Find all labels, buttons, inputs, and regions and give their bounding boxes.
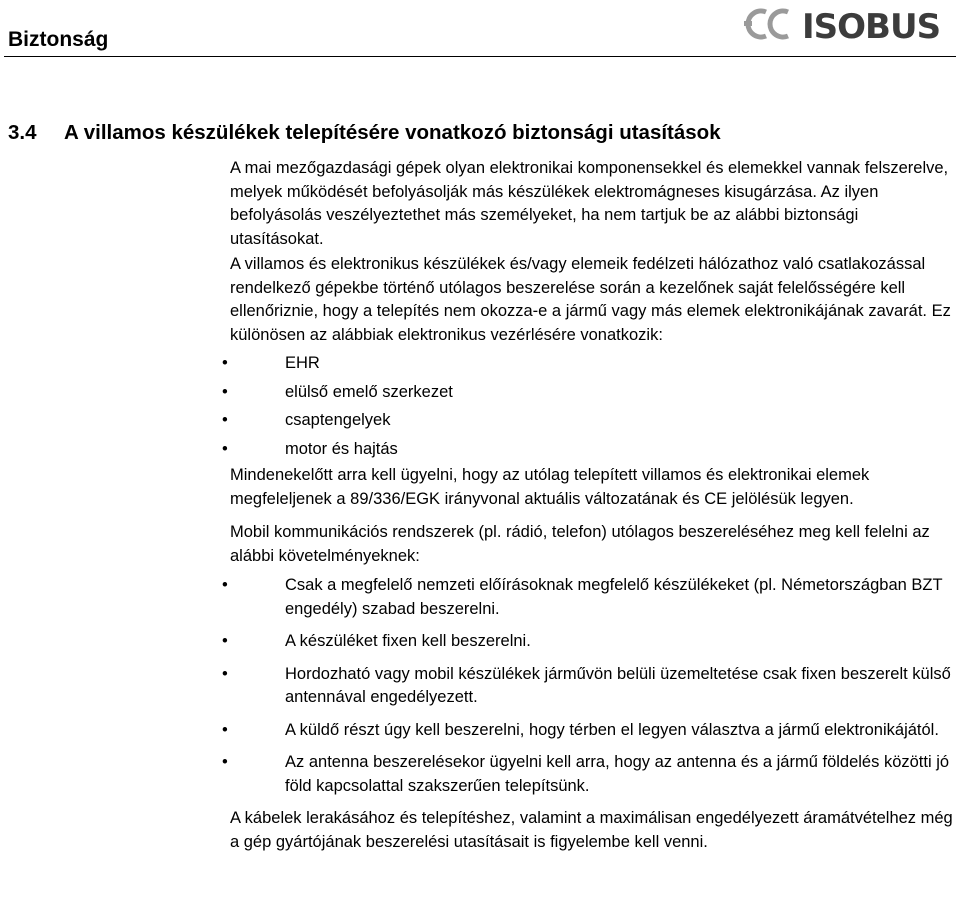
paragraph-ce-compliance: Mindenekelőtt arra kell ügyelni, hogy az utólag telepített villamos és elektronikai elemek megfeleljenek a 89/336/EGK irányvonal aktuális változatának és CE jelölésük legyen. (230, 466, 870, 508)
document-body (222, 157, 954, 854)
section-heading (8, 120, 721, 146)
paragraph-installation: A villamos és elektronikus készülékek és/vagy elemeik fedélzeti hálózathoz való csatlakozással rendelkező gépekbe történő utólagos beszerelése során a kezelőnek saját felelősségére kell ellenőriznie, hogy a telepítés nem okozza-e a jármű vagy más elemek elektronikájának zavarát. Ez különösen az alábbiak elektronikus vezérlésére vonatkozik: (230, 255, 951, 344)
list-item: • Hordozható vagy mobil készülékek járművön belüli üzemeltetése csak fixen beszerelt külső antennával engedélyezett. (222, 664, 951, 706)
section-number: 3.4 (8, 121, 37, 144)
paragraph-cabling: A kábelek lerakásához és telepítéshez, valamint a maximálisan engedélyezett áramátvételhez még a gép gyártójának beszerelési utasításait is figyelembe kell venni. (230, 809, 953, 851)
list-item: • A készüléket fixen kell beszerelni. (222, 632, 531, 650)
page-header-title: Biztonság (8, 28, 109, 51)
paragraph-intro: A mai mezőgazdasági gépek olyan elektronikai komponensekkel és elemekkel vannak felszerelve, melyek működését befolyásolják más készülékek elektromágneses kisugárzása. Az ilyen befolyásolás veszélyeztethet más személyeket, ha nem tartjuk be az alábbi biztonsági utasításokat. (230, 159, 949, 248)
requirements-list (222, 574, 954, 798)
svg-text:ISOBUS: ISOBUS (802, 7, 941, 44)
list-item: • EHR (222, 354, 320, 372)
list-item: • csaptengelyek (222, 411, 391, 429)
header-divider (4, 56, 956, 57)
paragraph-mobile-requirements: Mobil kommunikációs rendszerek (pl. rádió, telefon) utólagos beszereléséhez meg kell felelni az alábbi követelményeknek: (230, 523, 930, 565)
section-title: A villamos készülékek telepítésére vonatkozó biztonsági utasítások (64, 121, 721, 144)
list-item: • Csak a megfelelő nemzeti előírásoknak megfelelő készülékeket (pl. Németországban BZT engedély) szabad beszerelni. (222, 576, 943, 618)
list-item: • motor és hajtás (222, 439, 398, 458)
affected-systems-list (222, 352, 954, 461)
ccisobus-logo (744, 4, 950, 44)
list-item: • elülső emelő szerkezet (222, 382, 453, 401)
list-item: • Az antenna beszerelésekor ügyelni kell arra, hogy az antenna és a jármű földelés közötti jó föld kapcsolattal szakszerűen telepítsünk. (222, 753, 950, 795)
list-item: • A küldő részt úgy kell beszerelni, hogy térben el legyen választva a jármű elektronikájától. (222, 720, 939, 739)
